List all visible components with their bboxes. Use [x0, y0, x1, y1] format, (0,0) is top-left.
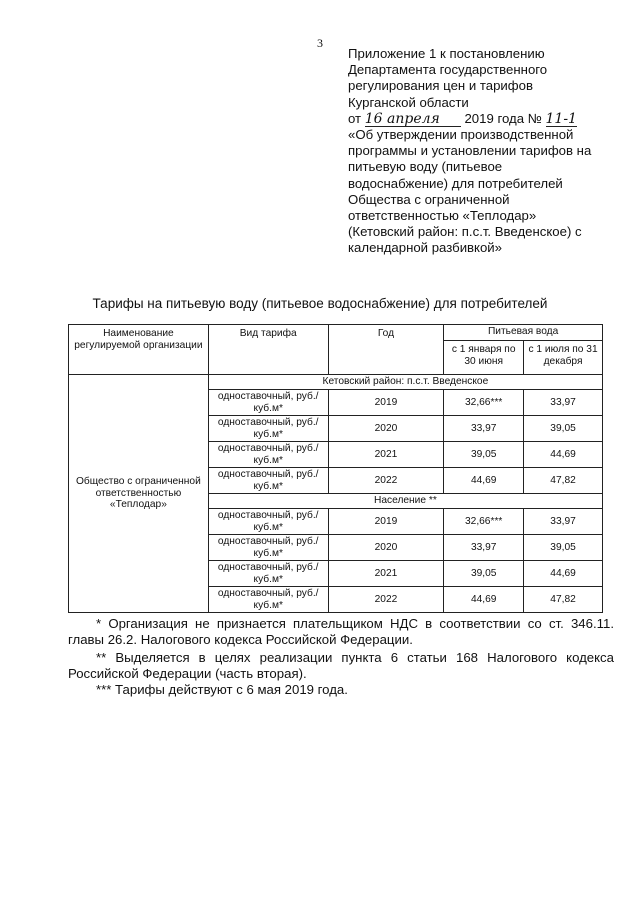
tariff-value-period-2: 33,97 — [524, 509, 603, 535]
tariff-value-period-1: 44,69 — [444, 587, 524, 613]
tariff-kind: одноставочный, руб./куб.м* — [208, 416, 328, 442]
tariff-value-period-2: 47,82 — [524, 468, 603, 494]
section-row — [69, 375, 603, 390]
tariff-value-period-1: 33,97 — [444, 535, 524, 561]
tariff-year: 2020 — [328, 416, 444, 442]
tariff-year: 2021 — [328, 561, 444, 587]
tariff-value-period-2: 47,82 — [524, 587, 603, 613]
tariff-value-period-1: 32,66*** — [444, 509, 524, 535]
tariff-year: 2020 — [328, 535, 444, 561]
appendix-line: Департамента государственного — [348, 62, 548, 78]
table-title: Тарифы на питьевую воду (питьевое водоснабжение) для потребителей — [92, 296, 548, 311]
organization-cell: Общество с ограниченной ответственностью «Теплодар» — [69, 375, 209, 613]
header-water: Питьевая вода — [444, 325, 603, 341]
header-year: Год — [328, 325, 444, 375]
tariff-kind: одноставочный, руб./куб.м* — [208, 468, 328, 494]
appendix-subject-line: календарной разбивкой» — [348, 240, 503, 256]
tariff-kind: одноставочный, руб./куб.м* — [208, 535, 328, 561]
tariff-value-period-1: 33,97 — [444, 416, 524, 442]
appendix-subject-line: водоснабжение) для потребителей — [348, 175, 563, 191]
appendix-subject-line: питьевую воду (питьевое — [348, 159, 503, 175]
table-header-row — [69, 325, 603, 341]
footnote: *** Тарифы действуют с 6 мая 2019 года. — [96, 682, 348, 698]
tariff-kind: одноставочный, руб./куб.м* — [208, 587, 328, 613]
header-period-2: с 1 июля по 31 декабря — [524, 341, 603, 375]
tariff-value-period-2: 33,97 — [524, 390, 603, 416]
tariff-table — [68, 324, 603, 613]
appendix-subject-line: ответственностью «Теплодар» — [348, 208, 537, 224]
section-title: Кетовский район: п.с.т. Введенское — [208, 375, 602, 390]
tariff-value-period-1: 44,69 — [444, 468, 524, 494]
header-org: Наименование регулируемой организации — [69, 325, 209, 375]
date-suffix: 2019 года № — [464, 110, 542, 126]
tariff-value-period-1: 39,05 — [444, 442, 524, 468]
footnotes — [68, 616, 614, 698]
page-number: 3 — [317, 36, 323, 50]
tariff-year: 2022 — [328, 468, 444, 494]
tariff-year: 2022 — [328, 587, 444, 613]
tariff-value-period-2: 39,05 — [524, 535, 603, 561]
footnote: ** Выделяется в целях реализации пункта 6 статьи 168 Налогового кодекса Российской Федерации (часть вторая). — [68, 649, 614, 681]
appendix-subject-line: Общества с ограниченной — [348, 191, 510, 207]
tariff-kind: одноставочный, руб./куб.м* — [208, 561, 328, 587]
tariff-value-period-1: 39,05 — [444, 561, 524, 587]
header-kind: Вид тарифа — [208, 325, 328, 375]
tariff-value-period-1: 32,66*** — [444, 390, 524, 416]
tariff-year: 2021 — [328, 442, 444, 468]
tariff-value-period-2: 39,05 — [524, 416, 603, 442]
handwritten-date: 16 апреля — [365, 112, 461, 127]
date-prefix: от — [348, 110, 362, 126]
appendix-line: Курганской области — [348, 94, 469, 110]
header-period-1: с 1 января по 30 июня — [444, 341, 524, 375]
footnote: * Организация не признается плательщиком НДС в соответствии со ст. 346.11. главы 26.2. Налогового кодекса Российской Федерации. — [68, 616, 614, 648]
appendix-date-line — [348, 111, 628, 127]
tariff-kind: одноставочный, руб./куб.м* — [208, 442, 328, 468]
appendix-subject-line: программы и установлении тарифов на — [348, 143, 592, 159]
tariff-value-period-2: 44,69 — [524, 561, 603, 587]
tariff-kind: одноставочный, руб./куб.м* — [208, 390, 328, 416]
tariff-year: 2019 — [328, 509, 444, 535]
tariff-value-period-2: 44,69 — [524, 442, 603, 468]
appendix-line: Приложение 1 к постановлению — [348, 46, 545, 61]
appendix-subject-line: (Кетовский район: п.с.т. Введенское) с — [348, 224, 582, 240]
appendix-line: регулирования цен и тарифов — [348, 78, 533, 94]
appendix-subject-line: «Об утверждении производственной — [348, 127, 574, 143]
appendix-block — [348, 46, 628, 257]
tariff-year: 2019 — [328, 390, 444, 416]
tariff-kind: одноставочный, руб./куб.м* — [208, 509, 328, 535]
section-title: Население ** — [208, 494, 602, 509]
handwritten-number: 11-1 — [545, 110, 577, 127]
